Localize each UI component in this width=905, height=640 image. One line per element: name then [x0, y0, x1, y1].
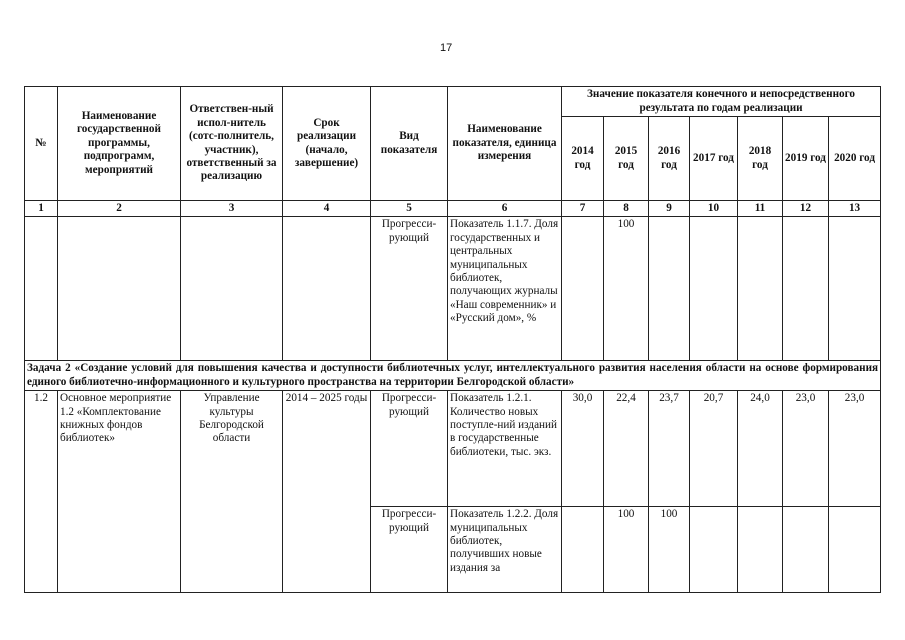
executor: Управление культуры Белгородской области [181, 391, 283, 593]
column-number: 1 [25, 201, 58, 217]
value-2018: 24,0 [738, 391, 783, 507]
header-year: 2017 год [690, 117, 738, 201]
header-values-group: Значение показателя конечного и непосредственного результата по годам реализации [562, 87, 881, 117]
value-2014 [562, 507, 604, 593]
header-row [25, 87, 881, 117]
column-number: 11 [738, 201, 783, 217]
indicator-name: Показатель 1.2.2. Доля муниципальных библиотек, получивших новые издания за [448, 507, 562, 593]
column-numbers-row [25, 201, 881, 217]
column-number: 6 [448, 201, 562, 217]
task-row [25, 361, 881, 391]
header-program-name: Наименование государственной программы, подпрограмм, мероприятий [58, 87, 181, 201]
header-number: № [25, 87, 58, 201]
value-2017: 20,7 [690, 391, 738, 507]
task-2-heading: Задача 2 «Создание условий для повышения качества и доступности библиотечных услуг, интеллектуального развития населения области на основе формирования единого библиотечно-информационного и культурного пространства на территории Белгородской области» [25, 361, 881, 391]
indicator-name: Показатель 1.1.7. Доля государственных и центральных муниципальных библиотек, получающих журналы «Наш современник» и «Русский дом», % [448, 217, 562, 361]
table-row [25, 391, 881, 507]
value-2017 [690, 217, 738, 361]
value-2020 [829, 217, 881, 361]
cell-empty [58, 217, 181, 361]
value-2020: 23,0 [829, 391, 881, 507]
column-number: 3 [181, 201, 283, 217]
value-2019 [783, 507, 829, 593]
value-2015: 22,4 [604, 391, 649, 507]
header-year: 2014 год [562, 117, 604, 201]
table-row [25, 217, 881, 361]
header-year: 2019 год [783, 117, 829, 201]
value-2016 [649, 217, 690, 361]
cell-empty [181, 217, 283, 361]
indicator-type: Прогресси-рующий [371, 391, 448, 507]
value-2020 [829, 507, 881, 593]
header-indicator-type: Вид показателя [371, 87, 448, 201]
column-number: 4 [283, 201, 371, 217]
value-2016: 100 [649, 507, 690, 593]
value-2019: 23,0 [783, 391, 829, 507]
column-number: 2 [58, 201, 181, 217]
column-number: 10 [690, 201, 738, 217]
column-number: 9 [649, 201, 690, 217]
cell-empty [25, 217, 58, 361]
value-2018 [738, 217, 783, 361]
column-number: 8 [604, 201, 649, 217]
column-number: 12 [783, 201, 829, 217]
header-period: Срок реализации (начало, завершение) [283, 87, 371, 201]
period: 2014 – 2025 годы [283, 391, 371, 593]
value-2014: 30,0 [562, 391, 604, 507]
header-year: 2016 год [649, 117, 690, 201]
column-number: 7 [562, 201, 604, 217]
indicator-type: Прогресси-рующий [371, 507, 448, 593]
value-2016: 23,7 [649, 391, 690, 507]
value-2015: 100 [604, 507, 649, 593]
value-2018 [738, 507, 783, 593]
value-2015: 100 [604, 217, 649, 361]
page-number: 17 [440, 42, 453, 54]
value-2019 [783, 217, 829, 361]
indicators-table [24, 86, 881, 593]
indicator-type: Прогресси-рующий [371, 217, 448, 361]
header-executor: Ответствен-ный испол-нитель (сотс-полнитель, участник), ответственный за реализацию [181, 87, 283, 201]
value-2014 [562, 217, 604, 361]
header-year: 2018 год [738, 117, 783, 201]
program-name: Основное мероприятие 1.2 «Комплектование книжных фондов библиотек» [58, 391, 181, 593]
cell-empty [283, 217, 371, 361]
indicator-name: Показатель 1.2.1. Количество новых поступле-ний изданий в государственные библиотеки, тыс. экз. [448, 391, 562, 507]
value-2017 [690, 507, 738, 593]
column-number: 5 [371, 201, 448, 217]
header-indicator-name: Наименование показателя, единица измерения [448, 87, 562, 201]
header-year: 2020 год [829, 117, 881, 201]
header-year: 2015 год [604, 117, 649, 201]
row-number: 1.2 [25, 391, 58, 593]
column-number: 13 [829, 201, 881, 217]
